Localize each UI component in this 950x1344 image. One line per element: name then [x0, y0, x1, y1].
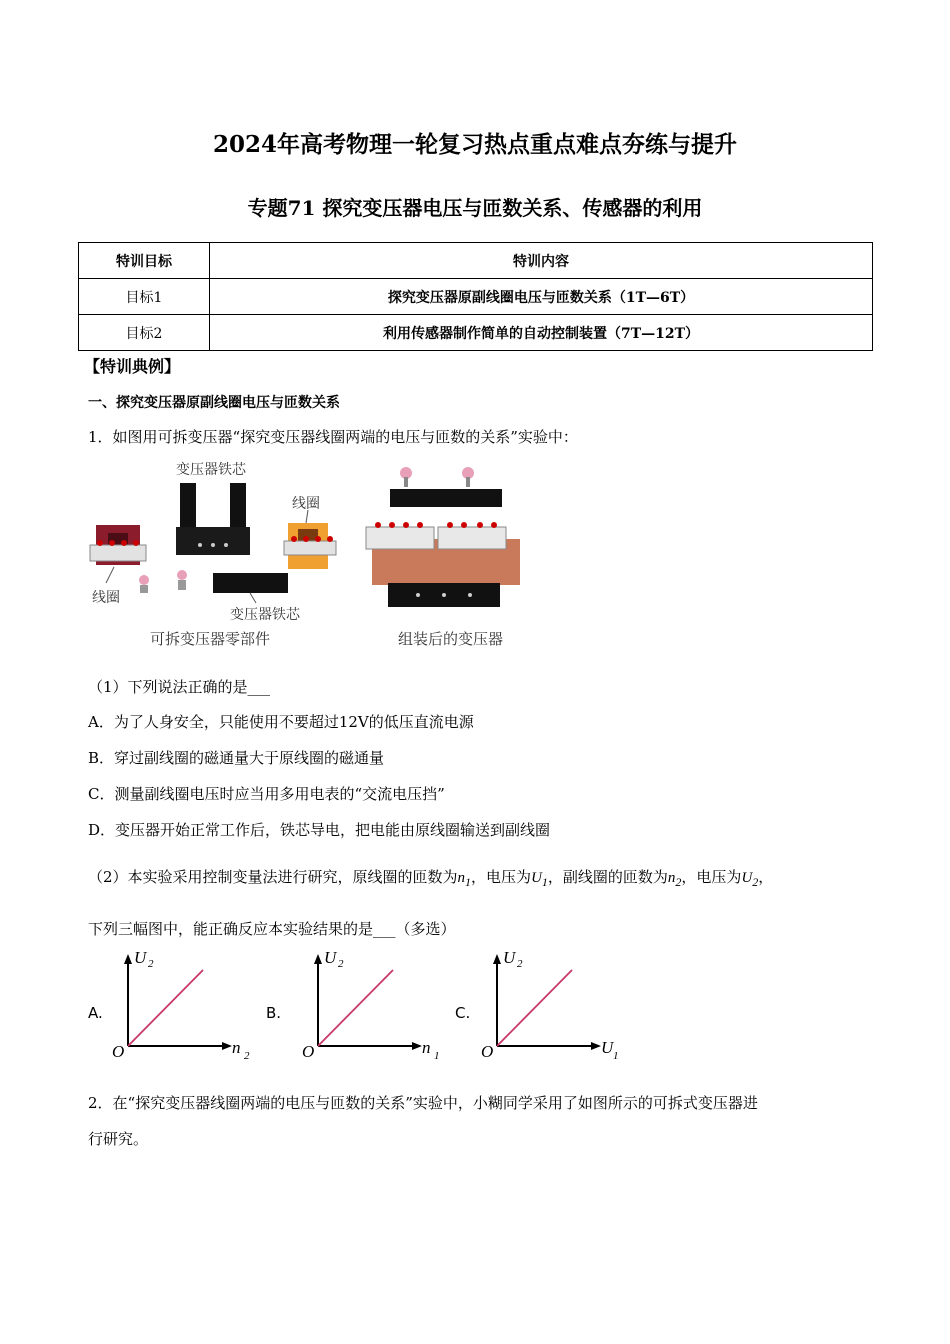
question-2-line-2: 行研究。 — [88, 1130, 149, 1148]
x-axis-label: U — [601, 1038, 614, 1057]
x-axis-label: n — [232, 1038, 241, 1057]
graph-a — [110, 950, 250, 1062]
table-row — [79, 279, 873, 315]
u2-subscript: 2 — [752, 875, 759, 889]
y-axis-subscript: 2 — [517, 958, 523, 970]
option-c: C．测量副线圈电压时应当用多用电表的“交流电压挡” — [88, 785, 445, 803]
graph-option-label: A. — [88, 1004, 103, 1022]
part-2-text: ， — [758, 868, 774, 886]
question-1-stem: 1．如图用可拆变压器“探究变压器线圈两端的电压与匝数的关系”实验中： — [88, 428, 578, 446]
u1-symbol — [531, 870, 548, 889]
graph-option-label: C. — [455, 1004, 471, 1022]
flat-core-icon — [213, 573, 288, 593]
left-coil-icon — [90, 525, 146, 565]
table-row — [79, 315, 873, 351]
table-header-cell: 特训内容 — [210, 243, 873, 279]
part-2-text: （2）本实验采用控制变量法进行研究，原线圈的匝数为 — [88, 868, 458, 886]
label-coil-left: 线圈 — [92, 590, 120, 606]
topic-subtitle: 专题71 探究变压器电压与匝数关系、传感器的利用 — [247, 196, 703, 220]
transformer-figure — [88, 455, 548, 650]
part-2-text: ，副线圈的匝数为 — [547, 868, 668, 886]
n1-subscript: 1 — [465, 875, 472, 889]
part-2-text: ，电压为 — [681, 868, 742, 886]
x-axis-arrow — [222, 1042, 232, 1050]
n1-symbol — [457, 870, 472, 889]
x-axis-subscript: 2 — [244, 1050, 250, 1062]
n2-letter: n — [667, 870, 676, 886]
label-coil-right: 线圈 — [292, 496, 320, 512]
u1-subscript: 1 — [541, 875, 548, 889]
example-heading: 【特训典例】 — [84, 357, 181, 376]
section-heading: 一、探究变压器原副线圈电压与匝数关系 — [88, 395, 340, 411]
x-axis-label: n — [422, 1038, 431, 1057]
label-core-top: 变压器铁芯 — [176, 462, 246, 478]
training-goals-table — [78, 242, 873, 351]
y-axis-label: U — [503, 948, 516, 967]
n1-letter: n — [457, 870, 466, 886]
origin-label: O — [302, 1042, 315, 1061]
option-b: B．穿过副线圈的磁通量大于原线圈的磁通量 — [88, 749, 385, 767]
caption-assembled: 组装后的变压器 — [398, 630, 504, 648]
table-cell: 探究变压器原副线圈电压与匝数关系（1T—6T） — [210, 279, 873, 315]
question-1-part-2-line-2: 下列三幅图中，能正确反应本实验结果的是___（多选） — [88, 920, 456, 938]
n2-subscript: 2 — [675, 875, 682, 889]
table-header-row — [79, 243, 873, 279]
right-coil-icon — [284, 523, 336, 569]
proportional-line — [318, 970, 393, 1046]
option-a: A．为了人身安全，只能使用不要超过12V的低压直流电源 — [88, 713, 474, 731]
n2-symbol — [667, 870, 682, 889]
x-axis-arrow — [412, 1042, 422, 1050]
x-axis-arrow — [591, 1042, 601, 1050]
caption-parts: 可拆变压器零部件 — [150, 630, 271, 648]
table-cell: 目标1 — [79, 279, 210, 315]
question-1-part-1: （1）下列说法正确的是___ — [88, 678, 271, 696]
graph-b — [300, 950, 440, 1062]
x-axis-subscript: 1 — [434, 1050, 440, 1062]
y-axis-subscript: 2 — [148, 958, 154, 970]
y-axis-arrow — [124, 954, 132, 964]
u1-letter: U — [531, 870, 542, 886]
u-core-icon — [176, 483, 250, 555]
origin-label: O — [112, 1042, 125, 1061]
y-axis-subscript: 2 — [338, 958, 344, 970]
page-title: 2024年高考物理一轮复习热点重点难点夯练与提升 — [212, 131, 737, 158]
option-d: D．变压器开始正常工作后，铁芯导电，把电能由原线圈输送到副线圈 — [88, 821, 551, 839]
table-header-cell: 特训目标 — [79, 243, 210, 279]
x-axis-subscript: 1 — [613, 1050, 619, 1062]
graph-c — [479, 950, 619, 1062]
y-axis-arrow — [493, 954, 501, 964]
y-axis-arrow — [314, 954, 322, 964]
table-cell: 利用传感器制作简单的自动控制装置（7T—12T） — [210, 315, 873, 351]
question-2-line-1: 2．在“探究变压器线圈两端的电压与匝数的关系”实验中，小糊同学采用了如图所示的可拆式变压器进 — [88, 1094, 758, 1112]
origin-label: O — [481, 1042, 494, 1061]
table-cell: 目标2 — [79, 315, 210, 351]
proportional-line — [128, 970, 203, 1046]
assembled-transformer-icon — [366, 467, 520, 607]
transformer-illustration — [88, 455, 548, 650]
part-2-text: ，电压为 — [471, 868, 532, 886]
u2-symbol — [741, 870, 759, 889]
y-axis-label: U — [134, 948, 147, 967]
graph-option-label: B. — [266, 1004, 282, 1022]
u2-letter: U — [741, 870, 753, 886]
label-core-bottom: 变压器铁芯 — [230, 607, 300, 623]
question-1-part-2 — [88, 866, 773, 890]
y-axis-label: U — [324, 948, 337, 967]
proportional-line — [497, 970, 572, 1046]
